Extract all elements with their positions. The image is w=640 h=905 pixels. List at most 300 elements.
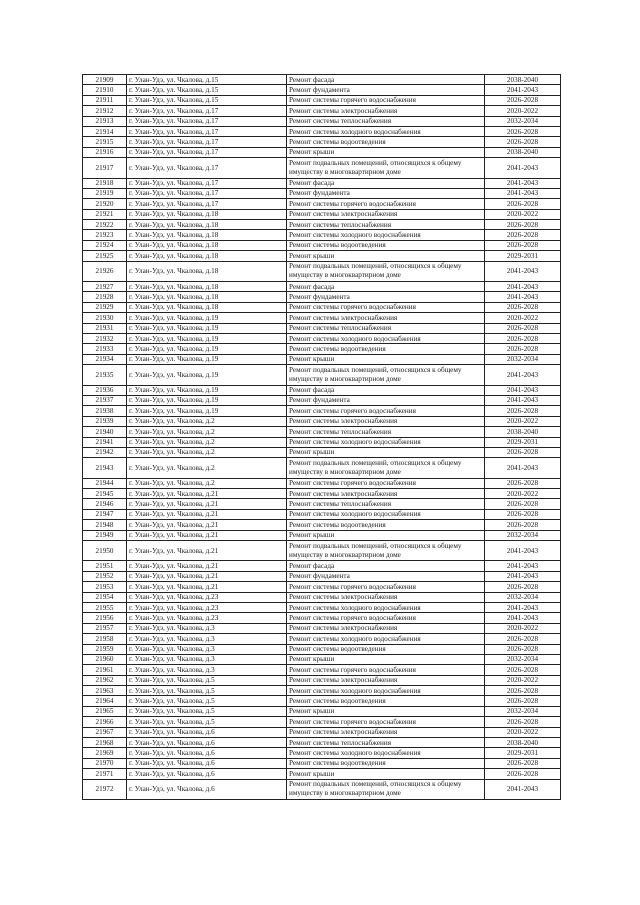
table-row [83,385,561,395]
period-cell: 2026-2028 [485,95,561,105]
period-cell: 2026-2028 [485,137,561,147]
period-cell: 2038-2040 [485,427,561,437]
work-type-cell: Ремонт крыши [287,354,485,364]
address-cell: г. Улан-Удэ, ул. Чкалова, д.17 [127,188,287,198]
period-cell: 2032-2034 [485,654,561,664]
table-row [83,458,561,478]
period-cell: 2026-2028 [485,696,561,706]
address-cell: г. Улан-Удэ, ул. Чкалова, д.17 [127,147,287,157]
work-type-cell: Ремонт системы горячего водоснабжения [287,665,485,675]
work-type-cell: Ремонт подвальных помещений, относящихся к общему имуществу в многоквартирном доме [287,158,485,178]
address-cell: г. Улан-Удэ, ул. Чкалова, д.23 [127,613,287,623]
work-type-cell: Ремонт подвальных помещений, относящихся к общему имуществу в многоквартирном доме [287,541,485,561]
period-cell: 2032-2034 [485,592,561,602]
period-cell: 2026-2028 [485,499,561,509]
table-row [83,634,561,644]
row-id-cell: 21919 [83,188,127,198]
work-type-cell: Ремонт системы электроснабжения [287,313,485,323]
row-id-cell: 21931 [83,323,127,333]
address-cell: г. Улан-Удэ, ул. Чкалова, д.21 [127,499,287,509]
period-cell: 2041-2043 [485,613,561,623]
work-type-cell: Ремонт системы холодного водоснабжения [287,686,485,696]
period-cell: 2041-2043 [485,571,561,581]
address-cell: г. Улан-Удэ, ул. Чкалова, д.21 [127,541,287,561]
row-id-cell: 21962 [83,675,127,685]
work-type-cell: Ремонт системы холодного водоснабжения [287,509,485,519]
period-cell: 2041-2043 [485,779,561,799]
table-row [83,106,561,116]
register-table [82,74,561,800]
work-type-cell: Ремонт системы холодного водоснабжения [287,437,485,447]
row-id-cell: 21951 [83,561,127,571]
row-id-cell: 21941 [83,437,127,447]
address-cell: г. Улан-Удэ, ул. Чкалова, д.6 [127,769,287,779]
period-cell: 2029-2031 [485,251,561,261]
work-type-cell: Ремонт системы водоотведения [287,137,485,147]
period-cell: 2020-2022 [485,313,561,323]
address-cell: г. Улан-Удэ, ул. Чкалова, д.2 [127,458,287,478]
address-cell: г. Улан-Удэ, ул. Чкалова, д.15 [127,85,287,95]
address-cell: г. Улан-Удэ, ул. Чкалова, д.21 [127,561,287,571]
address-cell: г. Улан-Удэ, ул. Чкалова, д.19 [127,406,287,416]
work-type-cell: Ремонт системы холодного водоснабжения [287,602,485,612]
address-cell: г. Улан-Удэ, ул. Чкалова, д.15 [127,75,287,85]
period-cell: 2026-2028 [485,644,561,654]
period-cell: 2026-2028 [485,302,561,312]
address-cell: г. Улан-Удэ, ул. Чкалова, д.15 [127,95,287,105]
address-cell: г. Улан-Удэ, ул. Чкалова, д.17 [127,199,287,209]
table-row [83,395,561,405]
row-id-cell: 21924 [83,240,127,250]
row-id-cell: 21963 [83,686,127,696]
table-row [83,561,561,571]
period-cell: 2041-2043 [485,602,561,612]
table-row [83,489,561,499]
address-cell: г. Улан-Удэ, ул. Чкалова, д.2 [127,437,287,447]
row-id-cell: 21939 [83,416,127,426]
period-cell: 2026-2028 [485,220,561,230]
period-cell: 2041-2043 [485,178,561,188]
work-type-cell: Ремонт системы водоотведения [287,520,485,530]
row-id-cell: 21972 [83,779,127,799]
address-cell: г. Улан-Удэ, ул. Чкалова, д.21 [127,509,287,519]
table-row [83,644,561,654]
row-id-cell: 21937 [83,395,127,405]
address-cell: г. Улан-Удэ, ул. Чкалова, д.6 [127,758,287,768]
period-cell: 2041-2043 [485,561,561,571]
address-cell: г. Улан-Удэ, ул. Чкалова, д.5 [127,675,287,685]
work-type-cell: Ремонт системы холодного водоснабжения [287,748,485,758]
table-row [83,727,561,737]
period-cell: 2041-2043 [485,541,561,561]
period-cell: 2026-2028 [485,240,561,250]
work-type-cell: Ремонт системы холодного водоснабжения [287,634,485,644]
row-id-cell: 21954 [83,592,127,602]
table-row [83,582,561,592]
address-cell: г. Улан-Удэ, ул. Чкалова, д.19 [127,385,287,395]
address-cell: г. Улан-Удэ, ул. Чкалова, д.18 [127,209,287,219]
row-id-cell: 21918 [83,178,127,188]
address-cell: г. Улан-Удэ, ул. Чкалова, д.19 [127,333,287,343]
table-row [83,230,561,240]
row-id-cell: 21945 [83,489,127,499]
work-type-cell: Ремонт системы горячего водоснабжения [287,199,485,209]
period-cell: 2026-2028 [485,758,561,768]
address-cell: г. Улан-Удэ, ул. Чкалова, д.21 [127,571,287,581]
work-type-cell: Ремонт системы горячего водоснабжения [287,613,485,623]
period-cell: 2041-2043 [485,188,561,198]
work-type-cell: Ремонт подвальных помещений, относящихся к общему имуществу в многоквартирном доме [287,458,485,478]
table-row [83,499,561,509]
row-id-cell: 21927 [83,282,127,292]
address-cell: г. Улан-Удэ, ул. Чкалова, д.19 [127,323,287,333]
work-type-cell: Ремонт системы водоотведения [287,696,485,706]
period-cell: 2032-2034 [485,706,561,716]
row-id-cell: 21914 [83,126,127,136]
address-cell: г. Улан-Удэ, ул. Чкалова, д.2 [127,478,287,488]
row-id-cell: 21933 [83,344,127,354]
work-type-cell: Ремонт системы холодного водоснабжения [287,230,485,240]
table-row [83,654,561,664]
period-cell: 2026-2028 [485,686,561,696]
table-row [83,116,561,126]
period-cell: 2026-2028 [485,520,561,530]
table-row [83,623,561,633]
table-row [83,613,561,623]
address-cell: г. Улан-Удэ, ул. Чкалова, д.6 [127,748,287,758]
address-cell: г. Улан-Удэ, ул. Чкалова, д.21 [127,582,287,592]
work-type-cell: Ремонт крыши [287,769,485,779]
work-type-cell: Ремонт системы электроснабжения [287,675,485,685]
table-row [83,686,561,696]
address-cell: г. Улан-Удэ, ул. Чкалова, д.2 [127,447,287,457]
table-row [83,302,561,312]
row-id-cell: 21928 [83,292,127,302]
table-row [83,292,561,302]
table-row [83,571,561,581]
address-cell: г. Улан-Удэ, ул. Чкалова, д.19 [127,365,287,385]
address-cell: г. Улан-Удэ, ул. Чкалова, д.23 [127,602,287,612]
address-cell: г. Улан-Удэ, ул. Чкалова, д.3 [127,665,287,675]
address-cell: г. Улан-Удэ, ул. Чкалова, д.5 [127,696,287,706]
table-row [83,220,561,230]
period-cell: 2041-2043 [485,261,561,281]
period-cell: 2032-2034 [485,116,561,126]
period-cell: 2041-2043 [485,385,561,395]
address-cell: г. Улан-Удэ, ул. Чкалова, д.18 [127,230,287,240]
address-cell: г. Улан-Удэ, ул. Чкалова, д.2 [127,427,287,437]
row-id-cell: 21936 [83,385,127,395]
period-cell: 2020-2022 [485,416,561,426]
row-id-cell: 21912 [83,106,127,116]
row-id-cell: 21929 [83,302,127,312]
row-id-cell: 21921 [83,209,127,219]
period-cell: 2026-2028 [485,323,561,333]
table-row [83,75,561,85]
address-cell: г. Улан-Удэ, ул. Чкалова, д.6 [127,738,287,748]
row-id-cell: 21949 [83,530,127,540]
table-row [83,209,561,219]
table-row [83,779,561,799]
table-row [83,365,561,385]
work-type-cell: Ремонт крыши [287,147,485,157]
period-cell: 2026-2028 [485,126,561,136]
table-row [83,717,561,727]
table-row [83,85,561,95]
table-row [83,706,561,716]
work-type-cell: Ремонт системы водоотведения [287,758,485,768]
address-cell: г. Улан-Удэ, ул. Чкалова, д.21 [127,530,287,540]
table-row [83,738,561,748]
work-type-cell: Ремонт крыши [287,654,485,664]
table-row [83,95,561,105]
work-type-cell: Ремонт системы теплоснабжения [287,220,485,230]
work-type-cell: Ремонт системы горячего водоснабжения [287,95,485,105]
table-row [83,665,561,675]
work-type-cell: Ремонт фасада [287,178,485,188]
row-id-cell: 21959 [83,644,127,654]
period-cell: 2020-2022 [485,209,561,219]
period-cell: 2038-2040 [485,75,561,85]
address-cell: г. Улан-Удэ, ул. Чкалова, д.23 [127,592,287,602]
work-type-cell: Ремонт системы водоотведения [287,344,485,354]
table-row [83,769,561,779]
table-row [83,509,561,519]
period-cell: 2026-2028 [485,634,561,644]
table-row [83,541,561,561]
work-type-cell: Ремонт системы горячего водоснабжения [287,406,485,416]
period-cell: 2026-2028 [485,344,561,354]
row-id-cell: 21960 [83,654,127,664]
address-cell: г. Улан-Удэ, ул. Чкалова, д.2 [127,416,287,426]
work-type-cell: Ремонт системы электроснабжения [287,727,485,737]
address-cell: г. Улан-Удэ, ул. Чкалова, д.5 [127,686,287,696]
table-row [83,520,561,530]
work-type-cell: Ремонт крыши [287,251,485,261]
address-cell: г. Улан-Удэ, ул. Чкалова, д.18 [127,220,287,230]
period-cell: 2041-2043 [485,282,561,292]
work-type-cell: Ремонт фасада [287,385,485,395]
table-row [83,478,561,488]
table-row [83,313,561,323]
row-id-cell: 21958 [83,634,127,644]
work-type-cell: Ремонт системы электроснабжения [287,623,485,633]
period-cell: 2026-2028 [485,333,561,343]
address-cell: г. Улан-Удэ, ул. Чкалова, д.18 [127,282,287,292]
row-id-cell: 21948 [83,520,127,530]
row-id-cell: 21961 [83,665,127,675]
address-cell: г. Улан-Удэ, ул. Чкалова, д.18 [127,251,287,261]
period-cell: 2026-2028 [485,447,561,457]
period-cell: 2026-2028 [485,665,561,675]
address-cell: г. Улан-Удэ, ул. Чкалова, д.17 [127,116,287,126]
row-id-cell: 21938 [83,406,127,416]
period-cell: 2032-2034 [485,354,561,364]
table-row [83,592,561,602]
table-row [83,188,561,198]
row-id-cell: 21965 [83,706,127,716]
period-cell: 2026-2028 [485,406,561,416]
address-cell: г. Улан-Удэ, ул. Чкалова, д.17 [127,178,287,188]
work-type-cell: Ремонт системы водоотведения [287,644,485,654]
row-id-cell: 21922 [83,220,127,230]
work-type-cell: Ремонт системы горячего водоснабжения [287,478,485,488]
table-row [83,758,561,768]
row-id-cell: 21967 [83,727,127,737]
table-row [83,427,561,437]
row-id-cell: 21964 [83,696,127,706]
table-row [83,282,561,292]
row-id-cell: 21916 [83,147,127,157]
period-cell: 2026-2028 [485,509,561,519]
address-cell: г. Улан-Удэ, ул. Чкалова, д.18 [127,240,287,250]
period-cell: 2020-2022 [485,727,561,737]
row-id-cell: 21971 [83,769,127,779]
work-type-cell: Ремонт системы электроснабжения [287,416,485,426]
row-id-cell: 21911 [83,95,127,105]
period-cell: 2020-2022 [485,106,561,116]
work-type-cell: Ремонт крыши [287,706,485,716]
period-cell: 2041-2043 [485,292,561,302]
row-id-cell: 21915 [83,137,127,147]
table-row [83,602,561,612]
table-row [83,437,561,447]
work-type-cell: Ремонт системы электроснабжения [287,209,485,219]
address-cell: г. Улан-Удэ, ул. Чкалова, д.5 [127,717,287,727]
work-type-cell: Ремонт фундамента [287,571,485,581]
table-row [83,261,561,281]
row-id-cell: 21923 [83,230,127,240]
table-row [83,240,561,250]
row-id-cell: 21917 [83,158,127,178]
table-row [83,323,561,333]
period-cell: 2041-2043 [485,85,561,95]
row-id-cell: 21944 [83,478,127,488]
work-type-cell: Ремонт подвальных помещений, относящихся к общему имуществу в многоквартирном доме [287,779,485,799]
work-type-cell: Ремонт фундамента [287,395,485,405]
table-row [83,147,561,157]
row-id-cell: 21950 [83,541,127,561]
table-row [83,447,561,457]
address-cell: г. Улан-Удэ, ул. Чкалова, д.21 [127,520,287,530]
period-cell: 2029-2031 [485,748,561,758]
work-type-cell: Ремонт фундамента [287,292,485,302]
table-row [83,251,561,261]
table-row [83,406,561,416]
register-table-body [83,75,561,800]
row-id-cell: 21940 [83,427,127,437]
address-cell: г. Улан-Удэ, ул. Чкалова, д.17 [127,137,287,147]
address-cell: г. Улан-Удэ, ул. Чкалова, д.17 [127,158,287,178]
work-type-cell: Ремонт крыши [287,530,485,540]
period-cell: 2020-2022 [485,675,561,685]
table-row [83,158,561,178]
work-type-cell: Ремонт системы холодного водоснабжения [287,333,485,343]
work-type-cell: Ремонт системы горячего водоснабжения [287,302,485,312]
work-type-cell: Ремонт фасада [287,561,485,571]
table-row [83,354,561,364]
row-id-cell: 21947 [83,509,127,519]
row-id-cell: 21910 [83,85,127,95]
period-cell: 2041-2043 [485,158,561,178]
work-type-cell: Ремонт системы теплоснабжения [287,323,485,333]
address-cell: г. Улан-Удэ, ул. Чкалова, д.18 [127,292,287,302]
work-type-cell: Ремонт фасада [287,282,485,292]
address-cell: г. Улан-Удэ, ул. Чкалова, д.18 [127,261,287,281]
row-id-cell: 21969 [83,748,127,758]
row-id-cell: 21930 [83,313,127,323]
address-cell: г. Улан-Удэ, ул. Чкалова, д.18 [127,302,287,312]
address-cell: г. Улан-Удэ, ул. Чкалова, д.19 [127,344,287,354]
table-row [83,696,561,706]
address-cell: г. Улан-Удэ, ул. Чкалова, д.17 [127,106,287,116]
period-cell: 2026-2028 [485,230,561,240]
period-cell: 2026-2028 [485,769,561,779]
table-row [83,333,561,343]
row-id-cell: 21946 [83,499,127,509]
row-id-cell: 21935 [83,365,127,385]
work-type-cell: Ремонт системы электроснабжения [287,106,485,116]
row-id-cell: 21955 [83,602,127,612]
period-cell: 2041-2043 [485,458,561,478]
address-cell: г. Улан-Удэ, ул. Чкалова, д.19 [127,313,287,323]
period-cell: 2020-2022 [485,489,561,499]
work-type-cell: Ремонт системы электроснабжения [287,592,485,602]
table-row [83,530,561,540]
address-cell: г. Улан-Удэ, ул. Чкалова, д.6 [127,727,287,737]
table-row [83,137,561,147]
period-cell: 2026-2028 [485,199,561,209]
row-id-cell: 21920 [83,199,127,209]
work-type-cell: Ремонт системы теплоснабжения [287,427,485,437]
work-type-cell: Ремонт системы теплоснабжения [287,738,485,748]
address-cell: г. Улан-Удэ, ул. Чкалова, д.19 [127,354,287,364]
row-id-cell: 21957 [83,623,127,633]
row-id-cell: 21953 [83,582,127,592]
address-cell: г. Улан-Удэ, ул. Чкалова, д.3 [127,644,287,654]
table-row [83,675,561,685]
row-id-cell: 21932 [83,333,127,343]
work-type-cell: Ремонт системы холодного водоснабжения [287,126,485,136]
row-id-cell: 21934 [83,354,127,364]
work-type-cell: Ремонт системы теплоснабжения [287,499,485,509]
row-id-cell: 21956 [83,613,127,623]
table-row [83,748,561,758]
row-id-cell: 21913 [83,116,127,126]
row-id-cell: 21925 [83,251,127,261]
table-row [83,126,561,136]
address-cell: г. Улан-Удэ, ул. Чкалова, д.5 [127,706,287,716]
table-row [83,199,561,209]
work-type-cell: Ремонт системы электроснабжения [287,489,485,499]
period-cell: 2041-2043 [485,365,561,385]
address-cell: г. Улан-Удэ, ул. Чкалова, д.3 [127,623,287,633]
work-type-cell: Ремонт подвальных помещений, относящихся к общему имуществу в многоквартирном доме [287,261,485,281]
address-cell: г. Улан-Удэ, ул. Чкалова, д.3 [127,634,287,644]
period-cell: 2038-2040 [485,147,561,157]
period-cell: 2029-2031 [485,437,561,447]
row-id-cell: 21942 [83,447,127,457]
row-id-cell: 21943 [83,458,127,478]
work-type-cell: Ремонт фасада [287,75,485,85]
period-cell: 2038-2040 [485,738,561,748]
work-type-cell: Ремонт подвальных помещений, относящихся к общему имуществу в многоквартирном доме [287,365,485,385]
period-cell: 2032-2034 [485,530,561,540]
row-id-cell: 21968 [83,738,127,748]
period-cell: 2026-2028 [485,582,561,592]
period-cell: 2026-2028 [485,717,561,727]
address-cell: г. Улан-Удэ, ул. Чкалова, д.6 [127,779,287,799]
